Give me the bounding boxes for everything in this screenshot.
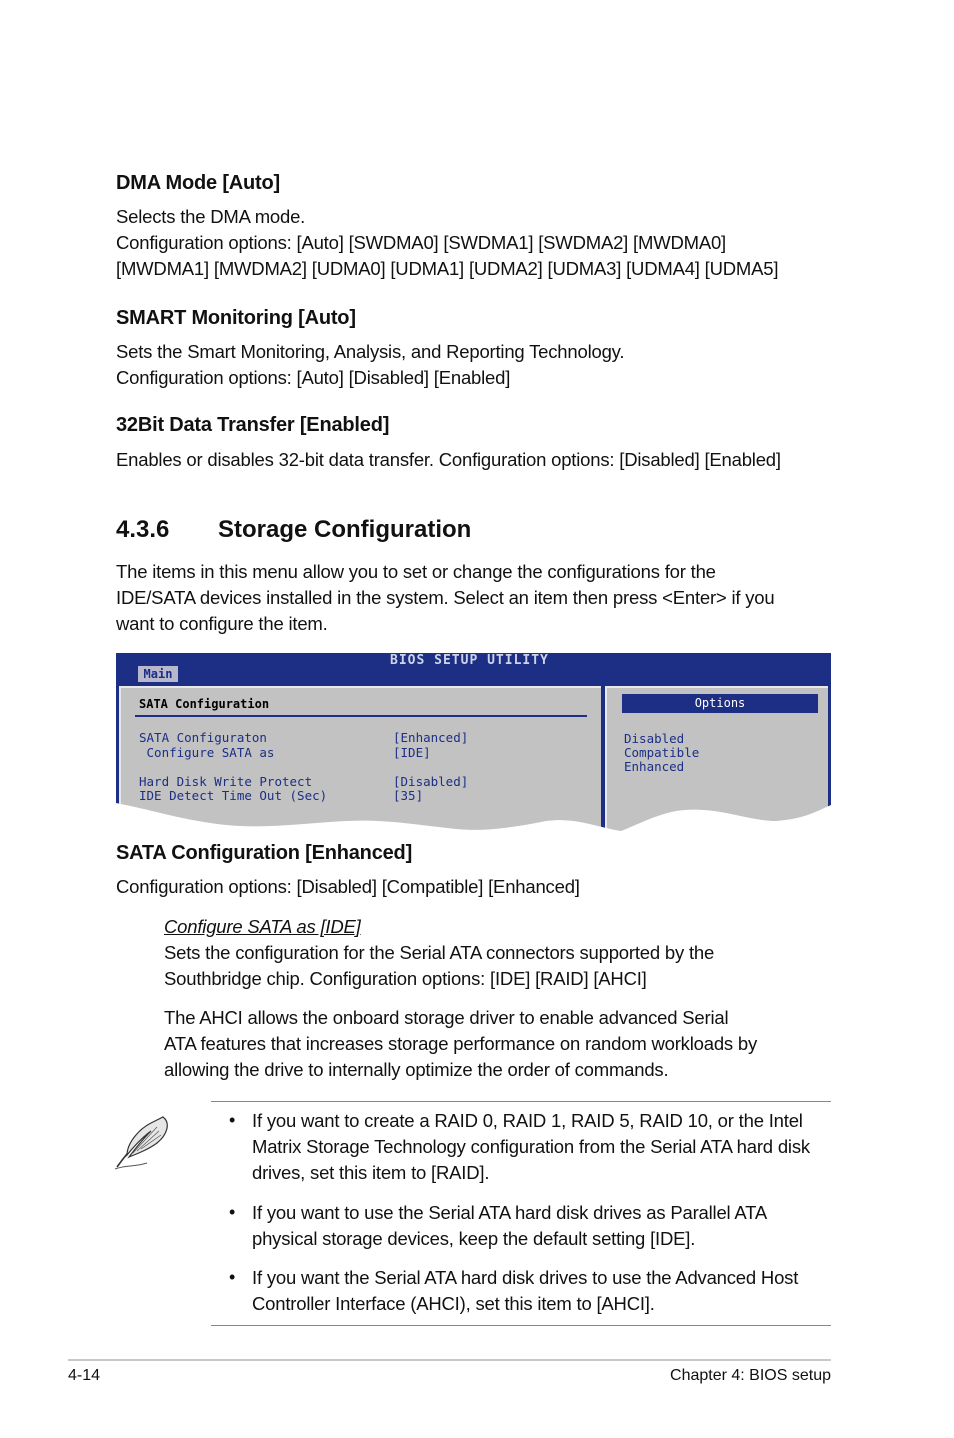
note-bottom-rule	[211, 1325, 831, 1326]
configure-sata-subheading: Configure SATA as [IDE]	[164, 916, 361, 937]
configure-sata-description: Sets the configuration for the Serial ATA connectors supported by the Southbridge chip. Configuration options: [IDE] [RAID] [AHCI]	[164, 942, 715, 989]
bios-utility-title: BIOS SETUP UTILITY	[390, 653, 549, 668]
smart-monitoring-description: Sets the Smart Monitoring, Analysis, and Reporting Technology. Configuration options: [Auto] [Disabled] [Enabled]	[116, 341, 625, 388]
section-title: Storage Configuration	[218, 516, 472, 543]
bios-item-value[interactable]: [IDE]	[393, 745, 431, 760]
bios-item-value[interactable]: [Disabled]	[393, 774, 469, 789]
note-item: If you want to use the Serial ATA hard disk drives as Parallel ATA physical storage devices, keep the default setting [IDE].	[252, 1202, 766, 1249]
bit32-transfer-description: Enables or disables 32-bit data transfer. Configuration options: [Disabled] [Enabled]	[116, 449, 781, 470]
dma-mode-heading: DMA Mode [Auto]	[116, 172, 280, 194]
bios-item-label[interactable]: SATA Configuraton	[139, 730, 267, 745]
bios-item-label[interactable]: IDE Detect Time Out (Sec)	[139, 788, 328, 803]
sata-configuration-options: Configuration options: [Disabled] [Compatible] [Enhanced]	[116, 876, 580, 897]
bit32-transfer-heading: 32Bit Data Transfer [Enabled]	[116, 414, 390, 436]
section-intro: The items in this menu allow you to set or change the configurations for the IDE/SATA devices installed in the system. Select an item then press <Enter> if you want to configure the item.	[116, 561, 775, 634]
bios-item-value[interactable]: [Enhanced]	[393, 730, 469, 745]
smart-monitoring-heading: SMART Monitoring [Auto]	[116, 307, 356, 329]
note-bullet: •	[229, 1202, 236, 1222]
bios-item-label[interactable]: Hard Disk Write Protect	[139, 774, 313, 789]
page-number: 4-14	[68, 1367, 101, 1384]
note-bullet: •	[229, 1110, 236, 1130]
chapter-label: Chapter 4: BIOS setup	[670, 1367, 831, 1384]
bios-tab-main[interactable]: Main	[138, 666, 178, 682]
bios-option[interactable]: Compatible	[624, 745, 700, 760]
bios-screenshot	[116, 653, 831, 833]
bios-item-value[interactable]: [35]	[393, 788, 424, 803]
note-item: If you want to create a RAID 0, RAID 1, RAID 5, RAID 10, or the Intel Matrix Storage Technology configuration from the Serial ATA hard disk drives, set this item to [RAID].	[252, 1110, 810, 1183]
torn-edge-decoration	[116, 653, 831, 833]
bios-item-label[interactable]: Configure SATA as	[139, 745, 275, 760]
dma-mode-description: Selects the DMA mode. Configuration options: [Auto] [SWDMA0] [SWDMA1] [SWDMA2] [MWDMA0] [MWDMA1] [MWDMA2] [UDMA0] [UDMA1] [UDMA2] [UDMA3] [UDMA4] [UDMA5]	[116, 206, 779, 279]
note-bullet: •	[229, 1267, 236, 1287]
section-number: 4.3.6	[116, 516, 170, 543]
feather-note-icon	[113, 1113, 173, 1171]
footer-rule	[68, 1359, 831, 1361]
ahci-description: The AHCI allows the onboard storage driver to enable advanced Serial ATA features that increases storage performance on random workloads by allowing the drive to internally optimize the order of commands.	[164, 1007, 758, 1080]
bios-option[interactable]: Enhanced	[624, 759, 685, 774]
bios-options-header: Options	[622, 694, 818, 713]
note-top-rule	[211, 1101, 831, 1102]
sata-configuration-heading: SATA Configuration [Enhanced]	[116, 842, 413, 864]
bios-panel-header: SATA Configuration	[139, 697, 270, 711]
note-item: If you want the Serial ATA hard disk drives to use the Advanced Host Controller Interface (AHCI), set this item to [AHCI].	[252, 1267, 799, 1314]
bios-option[interactable]: Disabled	[624, 731, 685, 746]
